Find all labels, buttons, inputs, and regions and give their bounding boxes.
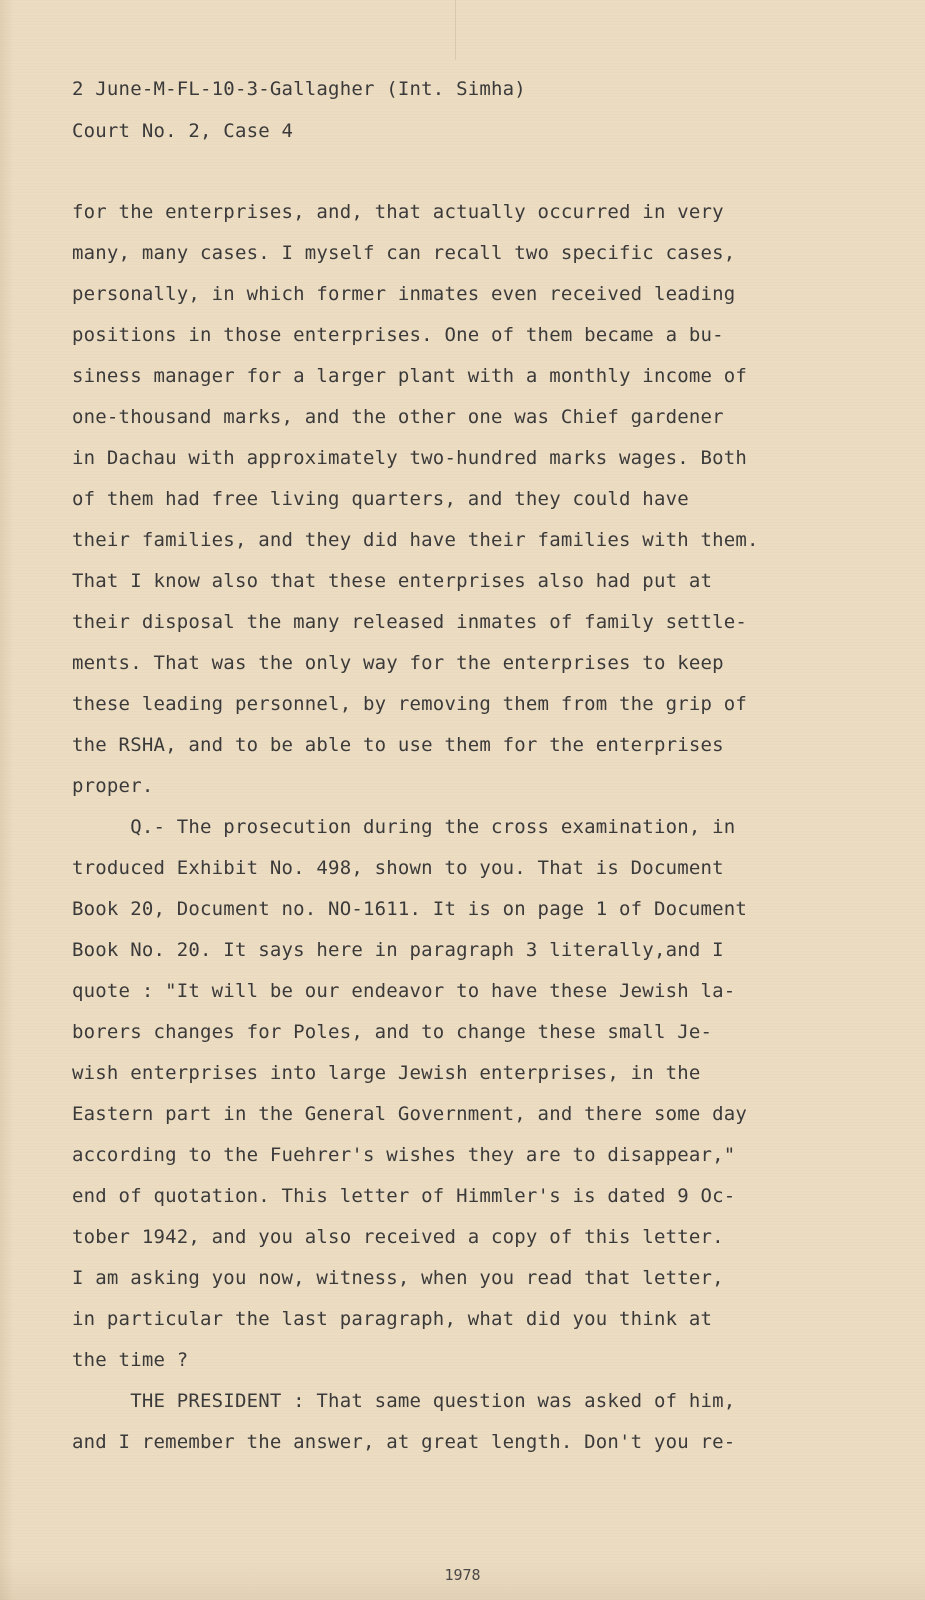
transcript-line: the RSHA, and to be able to use them for the enterprises [72, 734, 724, 756]
transcript-line: and I remember the answer, at great length. Don't you re- [72, 1431, 736, 1453]
transcript-line: siness manager for a larger plant with a monthly income of [72, 365, 748, 387]
transcript-line: of them had free living quarters, and they could have [72, 488, 689, 510]
transcript-line: end of quotation. This letter of Himmler's is dated 9 Oc- [72, 1185, 736, 1207]
transcript-line: proper. [72, 775, 154, 797]
transcript-line: I am asking you now, witness, when you read that letter, [72, 1267, 724, 1289]
transcript-line: their disposal the many released inmates of family settle- [72, 611, 748, 633]
transcript-line: That I know also that these enterprises also had put at [72, 570, 713, 592]
transcript-line: troduced Exhibit No. 498, shown to you. That is Document [72, 857, 724, 879]
transcript-line: Eastern part in the General Government, and there some day [72, 1103, 748, 1125]
document-header-reference: 2 June-M-FL-10-3-Gallagher (Int. Simha) [72, 78, 526, 100]
transcript-line: THE PRESIDENT : That same question was asked of him, [72, 1390, 736, 1412]
transcript-line: Q.- The prosecution during the cross examination, in [72, 816, 736, 838]
transcript-line: positions in those enterprises. One of them became a bu- [72, 324, 724, 346]
transcript-line: Book 20, Document no. NO-1611. It is on page 1 of Document [72, 898, 748, 920]
transcript-line: for the enterprises, and, that actually occurred in very [72, 201, 724, 223]
transcript-line: ments. That was the only way for the enterprises to keep [72, 652, 724, 674]
transcript-line: in Dachau with approximately two-hundred marks wages. Both [72, 447, 748, 469]
transcript-line: wish enterprises into large Jewish enterprises, in the [72, 1062, 701, 1084]
paper-crease [455, 0, 456, 60]
transcript-line: Book No. 20. It says here in paragraph 3 literally,and I [72, 939, 724, 961]
page-number: 1978 [444, 1566, 481, 1584]
transcript-line: these leading personnel, by removing them from the grip of [72, 693, 748, 715]
transcript-line: quote : "It will be our endeavor to have these Jewish la- [72, 980, 736, 1002]
transcript-line: one-thousand marks, and the other one was Chief gardener [72, 406, 724, 428]
transcript-line: the time ? [72, 1349, 189, 1371]
transcript-line: borers changes for Poles, and to change these small Je- [72, 1021, 713, 1043]
transcript-line: personally, in which former inmates even received leading [72, 283, 736, 305]
transcript-line: according to the Fuehrer's wishes they are to disappear," [72, 1144, 736, 1166]
document-header-court: Court No. 2, Case 4 [72, 120, 294, 142]
transcript-line: in particular the last paragraph, what did you think at [72, 1308, 713, 1330]
transcript-line: their families, and they did have their families with them. [72, 529, 759, 551]
transcript-line: many, many cases. I myself can recall two specific cases, [72, 242, 736, 264]
transcript-body [72, 200, 872, 1471]
transcript-line: tober 1942, and you also received a copy of this letter. [72, 1226, 724, 1248]
